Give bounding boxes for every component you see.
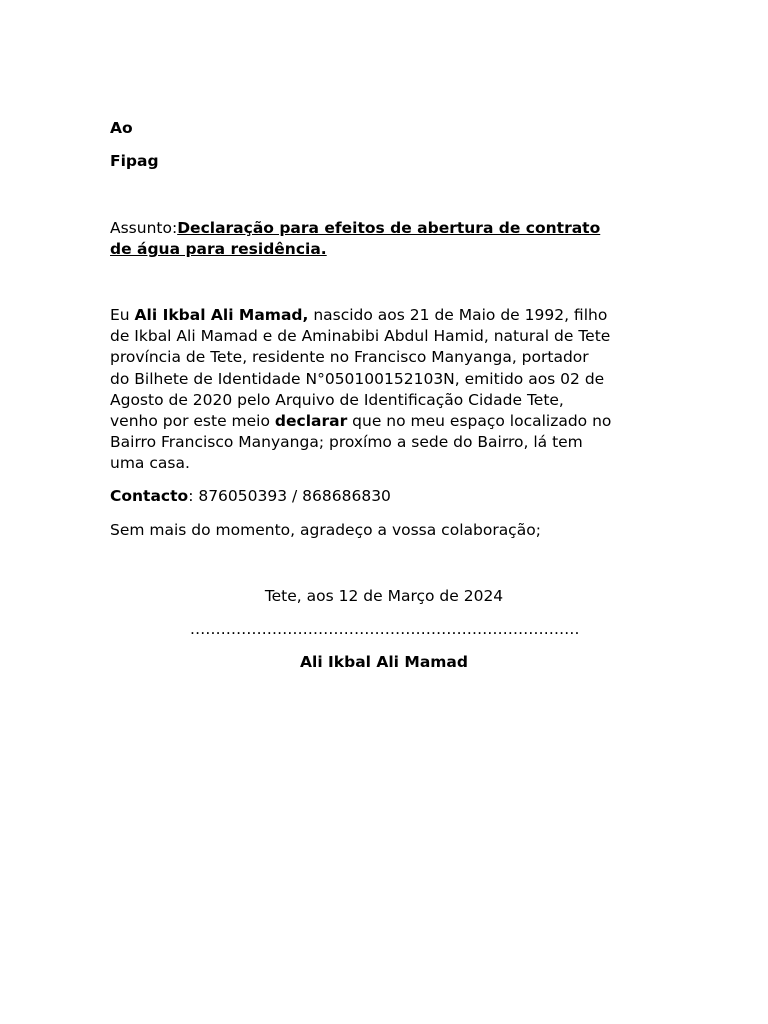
place-date: Tete, aos 12 de Março de 2024 [264,587,504,605]
recipient-line-1: Ao [110,119,133,137]
body-line-6-start: venho por este meio [110,412,275,430]
body-line-5: Agosto de 2020 pelo Arquivo de Identificação Cidade Tete, [110,391,564,409]
subject-line-1 [110,218,600,240]
declarant-name: Ali Ikbal Ali Mamad, [134,306,309,324]
body-intro: Eu [110,306,135,324]
contact-line [110,486,391,508]
subject-label: Assunto: [110,219,178,237]
subject-line-2: de água para residência. [110,240,327,258]
body-line-2: de Ikbal Ali Mamad e de Aminabibi Abdul Hamid, natural de Tete [110,327,611,345]
body-line-1-rest: nascido aos 21 de Maio de 1992, filho [308,306,608,324]
declarar-word: declarar [274,412,348,430]
body-line-4: do Bilhete de Identidade N°050100152103N, emitido aos 02 de [110,370,605,388]
body-line-1 [110,305,607,327]
closing-line: Sem mais do momento, agradeço a vossa colaboração; [110,521,541,539]
body-line-6-end: que no meu espaço localizado no [347,412,612,430]
contact-label: Contacto [110,487,189,505]
body-line-6 [110,411,611,433]
contact-value: : 876050393 / 868686830 [188,487,391,505]
signature-dotted-line: ............................................................................ [190,620,580,638]
recipient-line-2: Fipag [110,152,159,170]
body-line-7: Bairro Francisco Manyanga; proxímo a sede do Bairro, lá tem [110,433,583,451]
subject-text-1: Declaração para efeitos de abertura de contrato [177,219,601,237]
body-line-3: província de Tete, residente no Francisco Manyanga, portador [110,348,589,366]
signature-name: Ali Ikbal Ali Mamad [300,653,468,671]
body-line-8: uma casa. [110,454,190,472]
